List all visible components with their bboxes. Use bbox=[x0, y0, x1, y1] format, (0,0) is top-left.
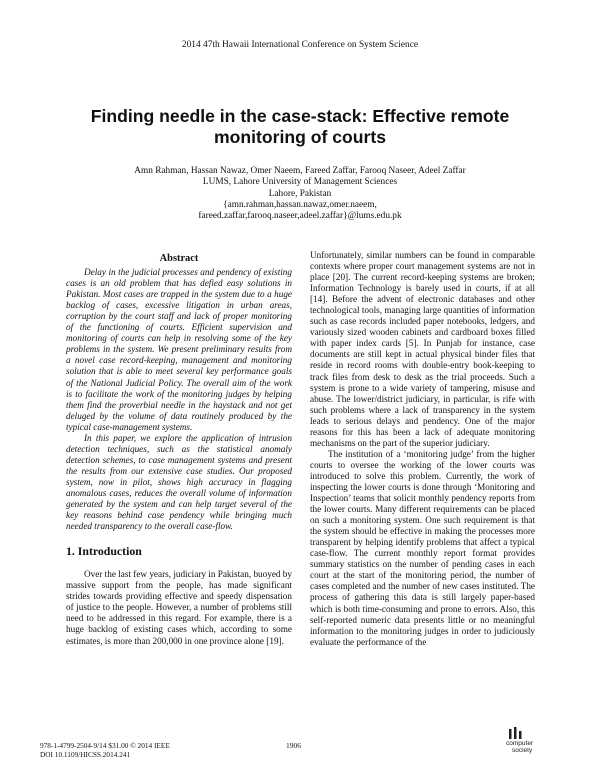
body-paragraph-1: Unfortunately, similar numbers can be found in comparable contexts where proper court management systems are not in place [20]. The current record-keeping systems are broken; Information Technology is barely used in courts, if at all [14]. Before the advent of electronic databases and other technological tools, managing large quantities of information such as case records included paper notebooks, ledgers, and variously sized wooden cabinets and cardboard boxes filled with paper index cards [5]. In Punjab for instance, case documents are still kept in actual physical binder files that reside in record rooms with double-entry book-keeping to track files from desk to desk as the trial proceeds. Such a system is prone to a wide variety of tampering, misuse and abuse. The lower/district judiciary, in particular, is rife with such problems where a lack of transparency in the system leads to serious delays and pendency. One of the major reasons for this has been a lack of adequate monitoring mechanisms on the part of the superior judiciary. bbox=[310, 250, 535, 448]
computer-society-logo bbox=[500, 727, 548, 763]
section-heading-introduction: 1. Introduction bbox=[66, 544, 142, 559]
author-emails: {amn.rahman,hassan.nawaz,omer.naeem, bbox=[223, 199, 377, 210]
abstract bbox=[66, 253, 292, 532]
affiliation: LUMS, Lahore University of Management Sciences bbox=[202, 177, 398, 188]
abstract-paragraph-1: Delay in the judicial processes and pendency of existing cases is an old problem that has defied easy solutions in Pakistan. Most cases are trapped in the system due to a huge backlog of cases, excessive litigation in urban areas, corruption by the court staff and lack of proper monitoring of the functioning of courts. Efficient supervision and monitoring of courts can help in resolving some of the key problems in the system. We present preliminary results from a novel case record-keeping, management and monitoring solution that is able to meet several key performance goals of the National Judicial Policy. The overall aim of the work is to facilitate the work of the monitoring judges by helping them find the proverbial needle in the haystack and not get deluged by the volume of data routinely produced by the typical case-management systems. bbox=[66, 267, 292, 432]
doi: DOI 10.1109/HICSS.2014.241 bbox=[40, 750, 131, 759]
intro-paragraph-1: Over the last few years, judiciary in Pakistan, buoyed by massive support from the people, has made significant strides towards providing effective and speedy dispensation of justice to the people. However, a number of problems still need to be addressed in this regard. For example, there is a huge backlog of existing cases which, according to some estimates, is more than 200,000 in one province alone [19]. bbox=[66, 569, 292, 646]
title-line-1: Finding needle in the case-stack: Effective remote bbox=[90, 106, 510, 126]
right-column bbox=[310, 250, 535, 648]
affiliation-location: Lahore, Pakistan bbox=[268, 188, 332, 199]
page-number: 1906 bbox=[286, 741, 301, 750]
left-column bbox=[66, 253, 292, 647]
abstract-paragraph-2: In this paper, we explore the application of intrusion detection techniques, such as the statistical anomaly detection schemes, to case management systems and present the results from our extensive case studies. Our proposed system, now in pilot, shows high accuracy in flagging anomalous cases, reduces the overall volume of information generated by the system and can help target several of the key reasons behind case pendency while bringing much needed transparency to the overall case-flow. bbox=[66, 432, 292, 532]
isbn-copyright: 978-1-4799-2504-9/14 $31.00 © 2014 IEEE bbox=[40, 741, 170, 750]
body-paragraph-2: The institution of a ‘monitoring judge’ from the higher courts to oversee the working of the lower courts was introduced to solve this problem. Currently, the work of inspecting the lower courts is done through ‘Monitoring and Inspection’ teams that solicit monthly pendency reports from the lower courts. Many different requirements can be placed on such a monitoring system. One such requirement is that the system should be effective in making the processes more transparent by helping identify problems that affect a typical case-flow. The current monthly report format provides summary statistics on the number of pending cases in each court at the start of the monitoring period, the number of cases completed and the number of new cases instituted. The process of gathering this data is still largely paper-based which is both time-consuming and prone to errors. Also, this self-reported numeric data presents little or no meaningful information to the monitoring judges in order to judiciously evaluate the performance of the bbox=[310, 448, 535, 647]
logo-mark-icon bbox=[508, 727, 528, 741]
abstract-heading: Abstract bbox=[159, 253, 199, 264]
author-names: Amn Rahman, Hassan Nawaz, Omer Naeem, Fareed Zaffar, Farooq Naseer, Adeel Zaffar bbox=[134, 166, 466, 176]
title-line-2: monitoring of courts bbox=[213, 127, 386, 147]
logo-text-society: society bbox=[512, 747, 533, 754]
author-block bbox=[20, 166, 580, 222]
conference-header: 2014 47th Hawaii International Conference on System Science bbox=[181, 40, 419, 50]
logo-text-computer: computer bbox=[506, 740, 534, 747]
paper-title bbox=[40, 106, 560, 148]
footer-identifiers bbox=[40, 741, 170, 759]
author-emails-cont: fareed.zaffar,farooq.naseer,adeel.zaffar}@lums.edu.pk bbox=[198, 211, 402, 222]
